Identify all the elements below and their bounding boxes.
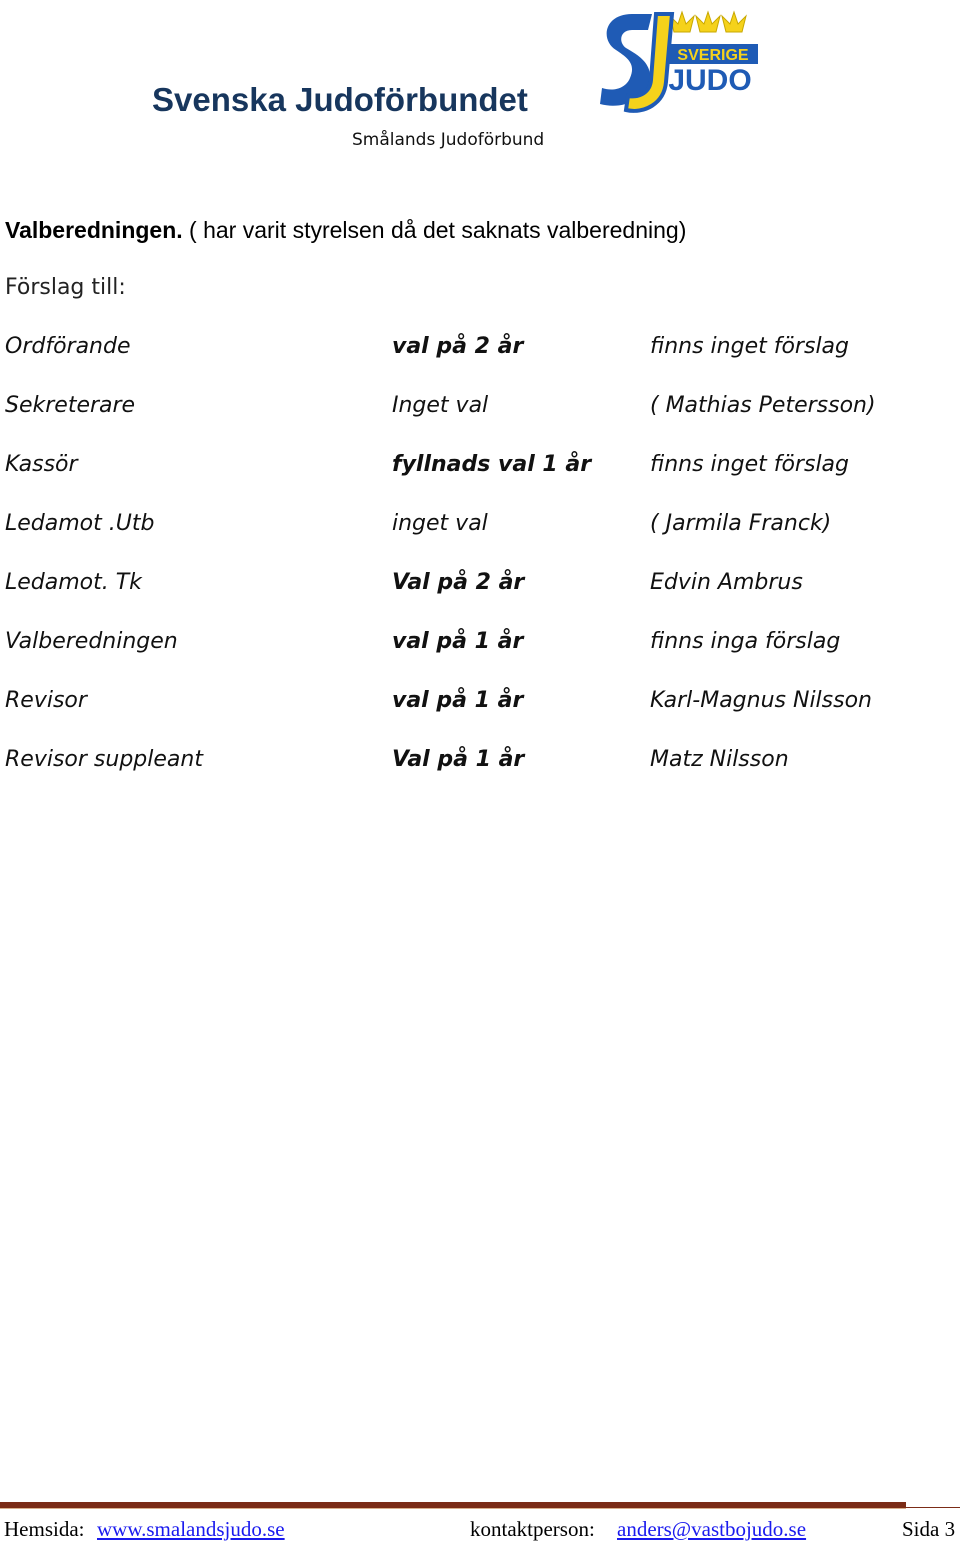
- footer: [0, 1515, 960, 1543]
- role-name: Revisor: [5, 688, 87, 713]
- section-heading: [5, 214, 686, 246]
- homepage-link[interactable]: www.smalandsjudo.se: [97, 1517, 285, 1541]
- role-term: Val på 1 år: [392, 747, 525, 772]
- role-candidate: Matz Nilsson: [650, 747, 789, 772]
- role-candidate: finns inget förslag: [650, 452, 849, 477]
- role-name: Kassör: [5, 452, 78, 477]
- table-row: [5, 567, 955, 626]
- role-name: Ledamot .Utb: [5, 511, 155, 536]
- contact-label: kontaktperson:: [470, 1517, 595, 1541]
- role-candidate: finns inget förslag: [650, 334, 849, 359]
- crown-icon: [670, 12, 746, 32]
- page-number: Sida 3: [902, 1517, 956, 1541]
- logo-text-judo: JUDO: [668, 64, 752, 97]
- table-row: [5, 508, 955, 567]
- role-term: Val på 2 år: [392, 570, 525, 595]
- section-heading-note: ( har varit styrelsen då det saknats valberedning): [182, 217, 687, 243]
- role-candidate: Karl-Magnus Nilsson: [650, 688, 872, 713]
- footer-rule-thin: [906, 1507, 960, 1508]
- footer-rule: [0, 1502, 906, 1509]
- role-term: val på 1 år: [392, 629, 524, 654]
- contact-email-link[interactable]: anders@vastbojudo.se: [617, 1517, 807, 1541]
- table-row: [5, 390, 955, 449]
- section-heading-bold: Valberedningen.: [5, 217, 183, 243]
- role-name: Revisor suppleant: [5, 747, 203, 772]
- table-row: [5, 331, 955, 390]
- proposal-label: Förslag till:: [5, 275, 126, 300]
- sub-org-name: Smålands Judoförbund: [352, 130, 545, 150]
- role-candidate: Edvin Ambrus: [650, 570, 803, 595]
- role-name: Valberedningen: [5, 629, 178, 654]
- role-term: val på 1 år: [392, 688, 524, 713]
- role-name: Sekreterare: [5, 393, 136, 418]
- role-name: Ordförande: [5, 334, 131, 359]
- role-term: val på 2 år: [392, 334, 524, 359]
- table-row: [5, 744, 955, 803]
- logo-text-sverige: SVERIGE: [677, 47, 749, 64]
- table-row: [5, 685, 955, 744]
- role-candidate: ( Mathias Petersson): [650, 393, 876, 418]
- role-candidate: finns inga förslag: [650, 629, 841, 654]
- role-term: inget val: [392, 511, 488, 536]
- role-name: Ledamot. Tk: [5, 570, 142, 595]
- table-row: [5, 449, 955, 508]
- table-row: [5, 626, 955, 685]
- roles-table: [5, 331, 955, 803]
- org-name: Svenska Judoförbundet: [152, 81, 528, 118]
- sverige-judo-logo: [596, 4, 762, 116]
- role-term: fyllnads val 1 år: [392, 452, 592, 477]
- homepage-label: Hemsida:: [4, 1517, 85, 1541]
- role-candidate: ( Jarmila Franck): [650, 511, 832, 536]
- role-term: Inget val: [392, 393, 489, 418]
